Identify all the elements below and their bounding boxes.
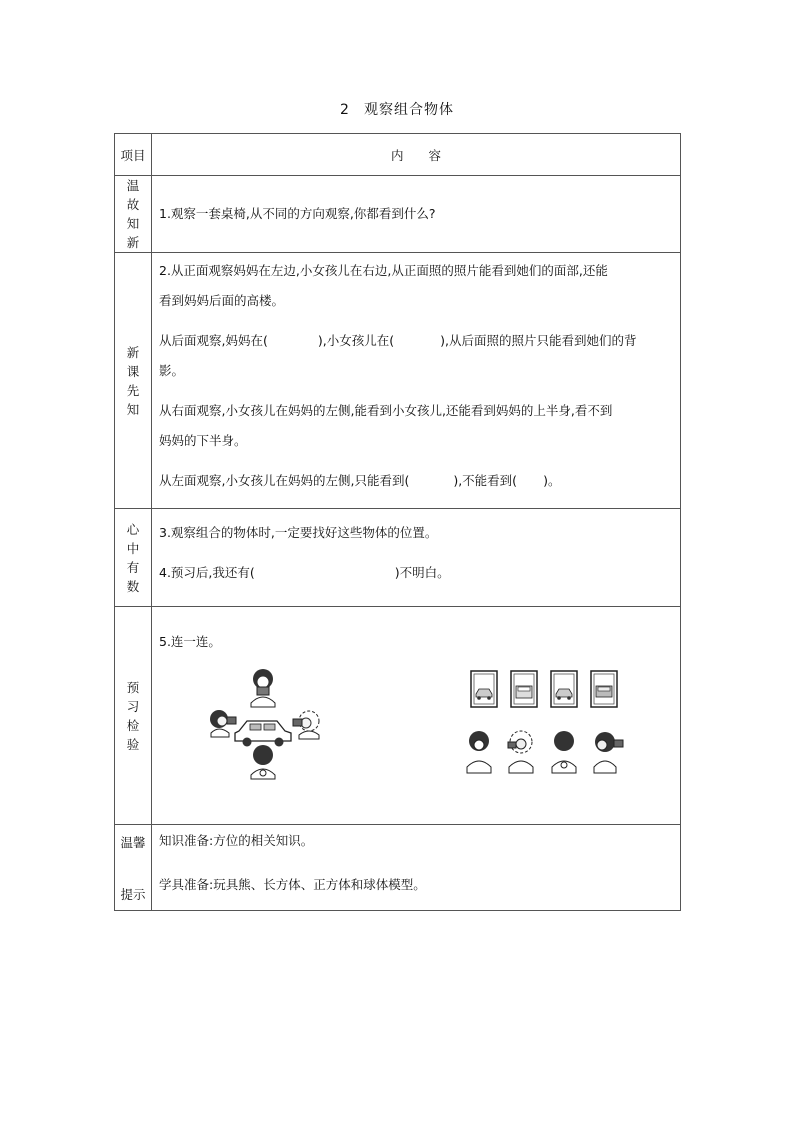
photographer-right: [293, 711, 319, 739]
newlesson-label: [115, 343, 151, 419]
question-4: [159, 558, 670, 588]
title-text: 观察组合物体: [363, 102, 454, 118]
mind-label: [115, 520, 151, 596]
label-char: 中: [126, 540, 140, 556]
children-row: [464, 727, 634, 777]
title-number: 2: [340, 102, 350, 118]
back-view-line-2: 影。: [159, 363, 185, 378]
review-row: [115, 176, 681, 253]
tips-label-bottom: 提示: [120, 887, 146, 902]
knowledge-prep: 知识准备:方位的相关知识。: [159, 833, 314, 848]
right-view-line-1: 从右面观察,小女孩儿在妈妈的左侧,能看到小女孩儿,还能看到妈妈的上半身,看不到: [159, 403, 613, 418]
label-char: 检: [126, 717, 140, 733]
car-icon: [235, 721, 291, 747]
label-char: 课: [126, 363, 140, 379]
newlesson-row: [115, 253, 681, 509]
question-2-line-1: 2.从正面观察妈妈在左边,小女孩儿在右边,从正面照的照片能看到她们的面部,还能: [159, 263, 608, 278]
label-char: 数: [126, 578, 140, 594]
header-content: 内 容: [390, 147, 441, 163]
check-label: [115, 678, 151, 754]
car-photos: [469, 669, 629, 711]
child-1: [467, 731, 491, 773]
tips-label-top: 温馨: [120, 835, 146, 850]
label-char: 故: [126, 197, 140, 212]
label-char: 先: [126, 382, 140, 398]
matching-figures: [159, 657, 670, 817]
scene-illustration: [205, 663, 325, 783]
child-3: [552, 731, 576, 773]
preview-table: [114, 133, 681, 911]
photographer-top: [251, 669, 275, 707]
back-view-text-b: ),小女孩儿在(: [317, 333, 395, 348]
label-char: 新: [126, 344, 140, 360]
label-char: 心: [126, 521, 140, 537]
question-5: 5.连一连。: [159, 634, 221, 649]
question-4-text-a: 4.预习后,我还有(: [159, 565, 255, 580]
car-photo-back: [591, 671, 617, 707]
back-view-text-a: 从后面观察,妈妈在(: [159, 333, 268, 348]
left-view-text-b: ),不能看到(: [453, 473, 518, 488]
photographer-bottom: [251, 745, 275, 779]
left-view-text-a: 从左面观察,小女孩儿在妈妈的左侧,只能看到(: [159, 473, 410, 488]
right-view-line-2: 妈妈的下半身。: [159, 433, 247, 448]
header-item: 项目: [120, 147, 146, 163]
tools-prep: 学具准备:玩具熊、长方体、正方体和球体模型。: [159, 877, 426, 892]
label-char: 知: [126, 401, 140, 417]
question-2-line-2: 看到妈妈后面的高楼。: [159, 293, 285, 308]
tips-row: [115, 825, 681, 911]
page-title: [0, 99, 794, 119]
review-label: [115, 176, 151, 252]
header-row: [115, 134, 681, 176]
left-view-text-c: )。: [543, 473, 561, 488]
question-3: 3.观察组合的物体时,一定要找好这些物体的位置。: [159, 525, 438, 540]
mind-row: [115, 509, 681, 607]
tips-label: [115, 825, 151, 910]
back-view-text-c: ),从后面照的照片只能看到她们的背: [440, 333, 637, 348]
label-char: 知: [126, 216, 140, 231]
photographer-left: [210, 710, 236, 737]
check-row: [115, 607, 681, 825]
label-char: 新: [126, 235, 140, 250]
label-char: 习: [126, 698, 140, 714]
label-char: 有: [126, 559, 140, 575]
back-view-line: [159, 326, 670, 356]
question-1: 1.观察一套桌椅,从不同的方向观察,你都看到什么?: [159, 206, 436, 221]
label-char: 预: [126, 679, 140, 695]
question-4-text-b: )不明白。: [394, 565, 450, 580]
label-char: 验: [126, 736, 140, 752]
car-photo-side: [471, 671, 497, 707]
car-photo-front: [511, 671, 537, 707]
left-view-line: [159, 466, 670, 496]
label-char: 温: [126, 178, 140, 193]
child-4: [594, 732, 623, 773]
child-2: [508, 731, 533, 773]
car-photo-side-2: [551, 671, 577, 707]
